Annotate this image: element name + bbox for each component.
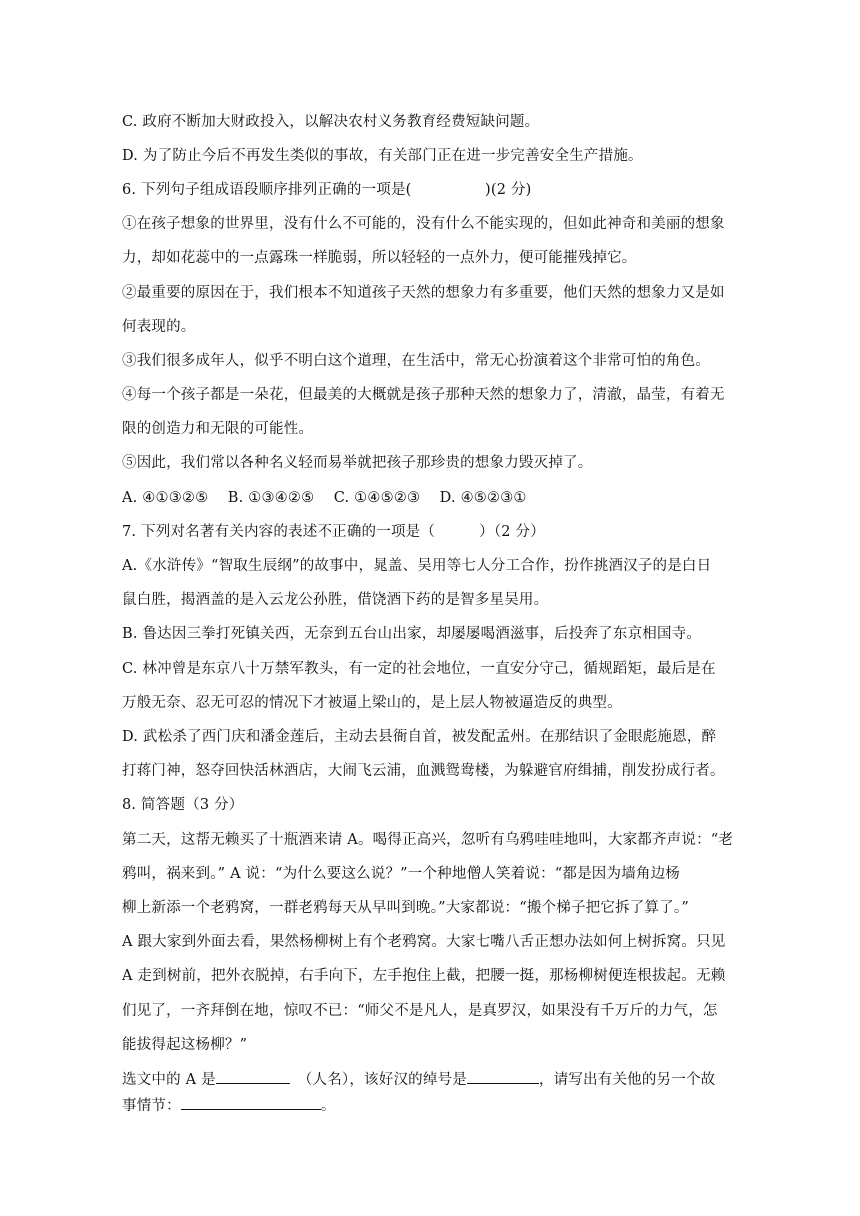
passage-line-2: 鸦叫，祸来到。” A 说：“为什么要这么说？”一个种地僧人笑着说：“都是因为墙角边杨 <box>122 866 680 882</box>
sentence-1-line-1: ①在孩子想象的世界里，没有什么不可能的，没有什么不能实现的，但如此神奇和美丽的想象 <box>122 216 725 232</box>
question-6-stem: 6. 下列句子组成语段顺序排列正确的一项是( )(2 分) <box>122 182 532 198</box>
name-answer-blank[interactable] <box>216 1069 290 1084</box>
sentence-4-line-1: ④每一个孩子都是一朵花，但最美的大概就是孩子那种天然的想象力了，清澈，晶莹，有着无 <box>122 387 725 403</box>
passage-line-1: 第二天，这帮无赖买了十瓶酒来请 A。喝得正高兴，忽听有乌鸦哇哇地叫，大家都齐声说：“老 <box>122 832 734 848</box>
nickname-answer-blank[interactable] <box>467 1069 539 1084</box>
option-c-q7-line-1: C. 林冲曾是东京八十万禁军教头，有一定的社会地位，一直安分守己，循规蹈矩，最后是在 <box>122 661 716 677</box>
sentence-3: ③我们很多成年人，似乎不明白这个道理，在生活中，常无心扮演着这个非常可怕的角色。 <box>122 353 710 369</box>
answer-prompt-line-2 <box>122 1095 762 1116</box>
sentence-4-line-2: 限的创造力和无限的可能性。 <box>122 421 314 437</box>
option-b-q7: B. 鲁达因三拳打死镇关西，无奈到五台山出家，却屡屡喝酒滋事，后投奔了东京相国寺。 <box>122 626 702 642</box>
passage-line-6: 们见了，一齐拜倒在地，惊叹不已：“师父不是凡人，是真罗汉，如果没有千万斤的力气，怎 <box>122 1003 718 1019</box>
option-a-q7-line-1: A.《水浒传》“智取生辰纲”的故事中，晁盖、吴用等七人分工合作，扮作挑酒汉子的是白日 <box>122 558 712 574</box>
sentence-2-line-2: 何表现的。 <box>122 319 196 335</box>
answer-prompt-text-1: 选文中的 A 是 <box>122 1072 216 1088</box>
passage-line-4: A 跟大家到外面去看，果然杨柳树上有个老鸦窝。大家七嘴八舌正想办法如何上树拆窝。只见 <box>122 934 726 950</box>
sentence-1-line-2: 力，却如花蕊中的一点露珠一样脆弱，所以轻轻的一点外力，便可能摧残掉它。 <box>122 250 637 266</box>
option-a-q7-line-2: 鼠白胜，揭酒盖的是入云龙公孙胜，借饶酒下药的是智多星吴用。 <box>122 592 549 608</box>
story-answer-blank[interactable] <box>181 1095 321 1110</box>
option-d-q5: D. 为了防止今后不再发生类似的事故，有关部门正在进一步完善安全生产措施。 <box>122 148 643 164</box>
question-8-stem: 8. 简答题（3 分） <box>122 797 244 813</box>
option-c-q5: C. 政府不断加大财政投入，以解决农村义务教育经费短缺问题。 <box>122 114 540 130</box>
option-c-q7-line-2: 万般无奈、忍无可忍的情况下才被逼上梁山的，是上层人物被逼造反的典型。 <box>122 695 622 711</box>
option-d-q7-line-1: D. 武松杀了西门庆和潘金莲后，主动去县衙自首，被发配孟州。在那结识了金眼彪施恩，醉 <box>122 729 717 745</box>
passage-line-7: 能拔得起这杨柳？” <box>122 1037 248 1053</box>
passage-line-5: A 走到树前，把外衣脱掉，右手向下，左手抱住上截，把腰一挺，那杨柳树便连根拔起。无赖 <box>122 968 726 984</box>
answer-prompt-line-1 <box>122 1069 762 1090</box>
answer-prompt-text-2: （人名），该好汉的绰号是 <box>297 1072 467 1088</box>
option-d-q7-line-2: 打蒋门神，怒夺回快活林酒店，大闹飞云浦，血溅鸳鸯楼，为躲避官府缉捕，削发扮成行者。 <box>122 763 725 779</box>
sentence-5: ⑤因此，我们常以各种名义轻而易举就把孩子那珍贵的想象力毁灭掉了。 <box>122 455 593 471</box>
answer-prompt-text-5: 。 <box>320 1098 336 1114</box>
answer-prompt-text-3: ，请写出有关他的另一个故 <box>538 1072 716 1088</box>
question-6-options: A. ④①③②⑤ B. ①③④②⑤ C. ①④⑤②③ D. ④⑤②③① <box>122 490 527 506</box>
question-7-stem: 7. 下列对名著有关内容的表述不正确的一项是（ ）（2 分） <box>122 524 545 540</box>
passage-line-3: 柳上新添一个老鸦窝，一群老鸦每天从早叫到晚。”大家都说：“搬个梯子把它拆了算了。” <box>122 900 689 916</box>
sentence-2-line-1: ②最重要的原因在于，我们根本不知道孩子天然的想象力有多重要，他们天然的想象力又是如 <box>122 285 725 301</box>
answer-prompt-text-4: 事情节： <box>122 1098 181 1114</box>
